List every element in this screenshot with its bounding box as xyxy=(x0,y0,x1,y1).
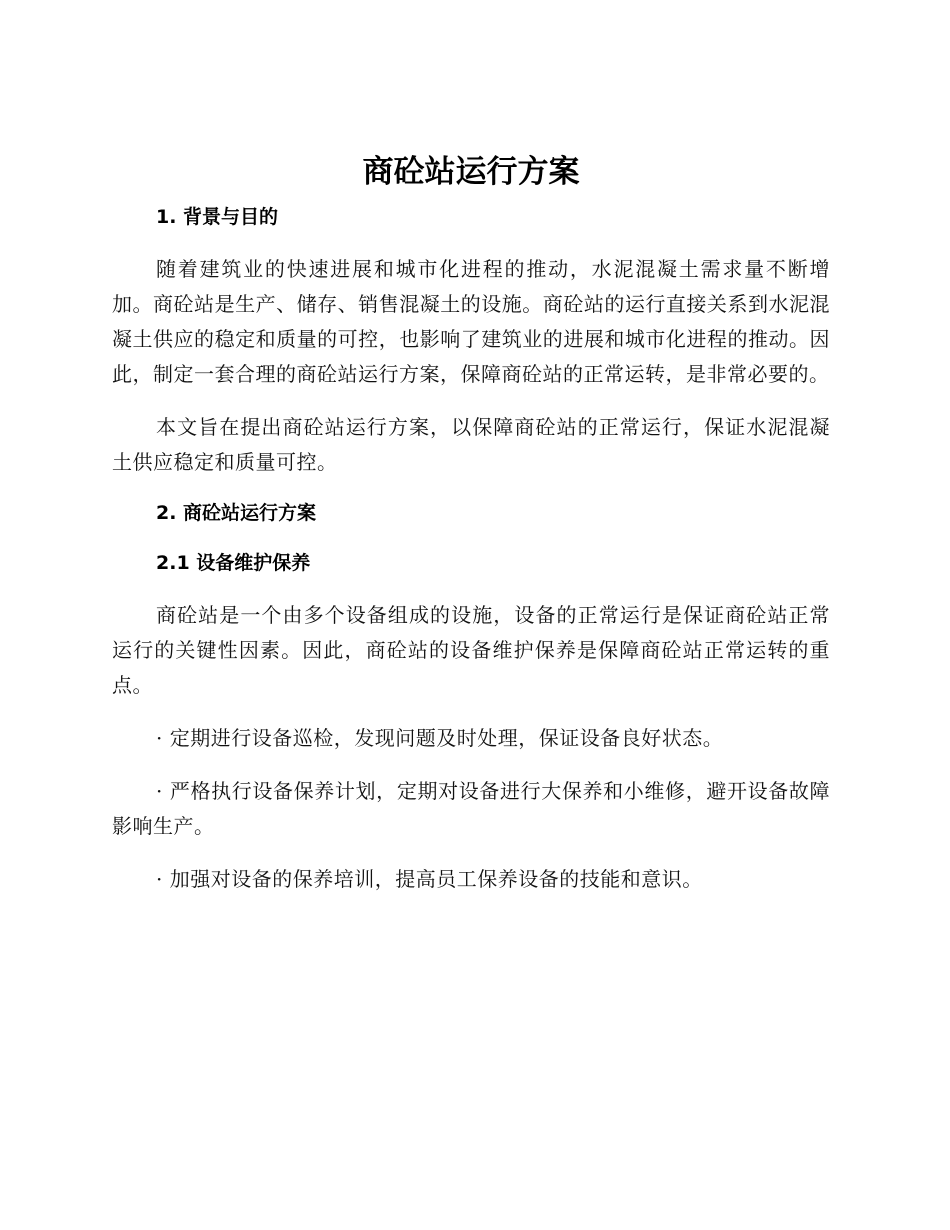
bullet-item-3: · 加强对设备的保养培训，提高员工保养设备的技能和意识。 xyxy=(156,867,703,891)
document-title: 商砼站运行方案 xyxy=(362,154,580,190)
document-page xyxy=(112,150,830,915)
bullet-item-2: · 严格执行设备保养计划，定期对设备进行大保养和小维修，避开设备故障影响生产。 xyxy=(112,779,830,838)
section-2-heading: 2. 商砼站运行方案 xyxy=(156,502,317,524)
section-1-heading: 1. 背景与目的 xyxy=(156,206,279,228)
bullet-item-1: · 定期进行设备巡检，发现问题及时处理，保证设备良好状态。 xyxy=(156,726,724,750)
section-2-1-paragraph: 商砼站是一个由多个设备组成的设施，设备的正常运行是保证商砼站正常运行的关键性因素。因此，商砼站的设备维护保养是保障商砼站正常运转的重点。 xyxy=(112,603,830,697)
section-1-paragraph-2: 本文旨在提出商砼站运行方案，以保障商砼站的正常运行，保证水泥混凝土供应稳定和质量可控。 xyxy=(112,415,830,474)
section-2-1-heading: 2.1 设备维护保养 xyxy=(156,552,311,574)
section-1-paragraph-1: 随着建筑业的快速进展和城市化进程的推动，水泥混凝土需求量不断增加。商砼站是生产、储存、销售混凝土的设施。商砼站的运行直接关系到水泥混凝土供应的稳定和质量的可控，也影响了建筑业的进展和城市化进程的推动。因此，制定一套合理的商砼站运行方案，保障商砼站的正常运转，是非常必要的。 xyxy=(112,257,830,386)
